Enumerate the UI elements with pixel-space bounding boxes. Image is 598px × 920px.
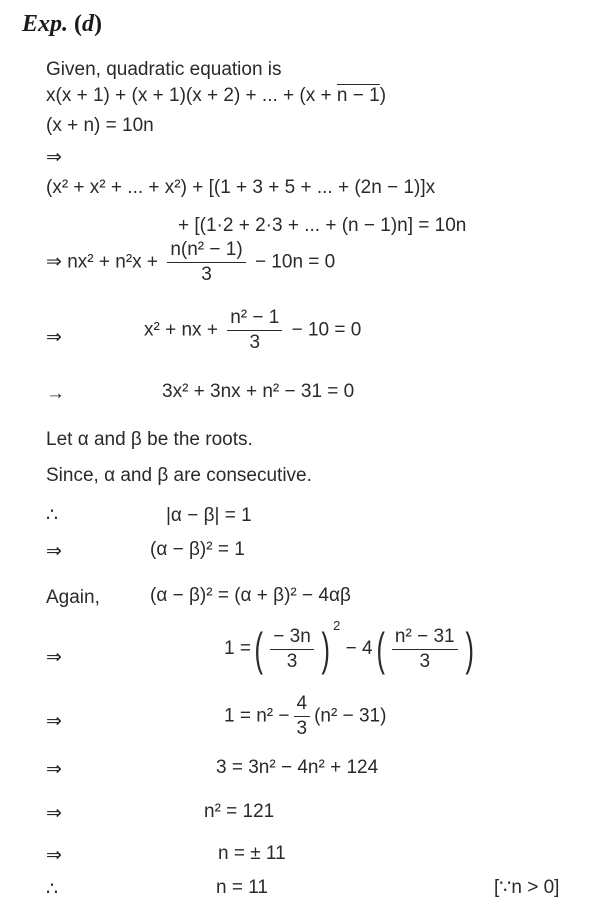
equation-line-5: ⇒ nx² + n²x + $\frac{\text{n(n² − 1)}}{3}$ − 10n = 0: [46, 239, 336, 285]
implies-symbol: ⇒: [46, 803, 62, 824]
fraction: $\frac{- 3n}{3}$: [270, 627, 314, 672]
since-text: Since, α and β are consecutive.: [46, 465, 312, 486]
given-text: Given, quadratic equation is: [46, 59, 282, 80]
equation-line-2: (x + n) = 10n: [46, 115, 154, 136]
implies-symbol: ⇒: [46, 251, 62, 273]
equation-line-16: n = 11: [216, 877, 268, 898]
arrow-symbol: →: [46, 383, 65, 404]
let-text: Let α and β be the roots.: [46, 429, 253, 450]
implies-symbol: ⇒: [46, 759, 62, 780]
implies-symbol: ⇒: [46, 711, 62, 732]
implies-symbol: ⇒: [46, 327, 62, 348]
fraction: $\frac{4}{3}$: [294, 694, 311, 739]
equation-line-3: (x² + x² + ... + x²) + [(1 + 3 + 5 + ... + (2n − 1)]x: [46, 177, 436, 198]
implies-symbol: ⇒: [46, 147, 62, 168]
exp-label: Exp.: [22, 11, 69, 37]
implies-symbol: ⇒: [46, 647, 62, 668]
equation-line-8: |α − β| = 1: [166, 505, 252, 526]
fraction: $\frac{\text{n² − 31}}{3}$: [392, 627, 458, 672]
implies-symbol: ⇒: [46, 845, 62, 866]
equation-line-10: (α − β)² = (α + β)² − 4αβ: [150, 585, 351, 606]
condition-note: [∵n > 0]: [494, 877, 560, 898]
equation-line-6: x² + nx + $\frac{\text{n² − 1}}{3}$ − 10 = 0: [144, 307, 362, 353]
fraction: $\frac{\text{n(n² − 1)}}{3}$: [167, 240, 245, 285]
equation-line-14: n² = 121: [204, 801, 275, 822]
again-text: Again,: [46, 587, 100, 608]
equation-line-4: + [(1·2 + 2·3 + ... + (n − 1)n] = 10n: [178, 215, 467, 236]
equation-line-12: 1 = n² − $\frac{4}{3}$ (n² − 31): [224, 693, 387, 739]
equation-line-15: n = ± 11: [218, 843, 286, 864]
implies-symbol: ⇒: [46, 541, 62, 562]
fraction: $\frac{\text{n² − 1}}{3}$: [227, 308, 282, 353]
equation-line-7: 3x² + 3nx + n² − 31 = 0: [162, 381, 355, 402]
solution-heading: [22, 12, 102, 36]
therefore-symbol: ∴: [46, 879, 59, 900]
answer-option: (d): [74, 11, 103, 37]
equation-line-9: (α − β)² = 1: [150, 539, 245, 560]
equation-line-11: 1 =( $\frac{- 3n}{3}$ ) $^2$ − 4( $\frac{\text{n² − 31}}{3}$ ): [224, 618, 474, 675]
equation-line-13: 3 = 3n² − 4n² + 124: [216, 757, 379, 778]
equation-line-1: x(x + 1) + (x + 1)(x + 2) + ... + (x + n − 1): [46, 85, 387, 106]
therefore-symbol: ∴: [46, 505, 59, 526]
